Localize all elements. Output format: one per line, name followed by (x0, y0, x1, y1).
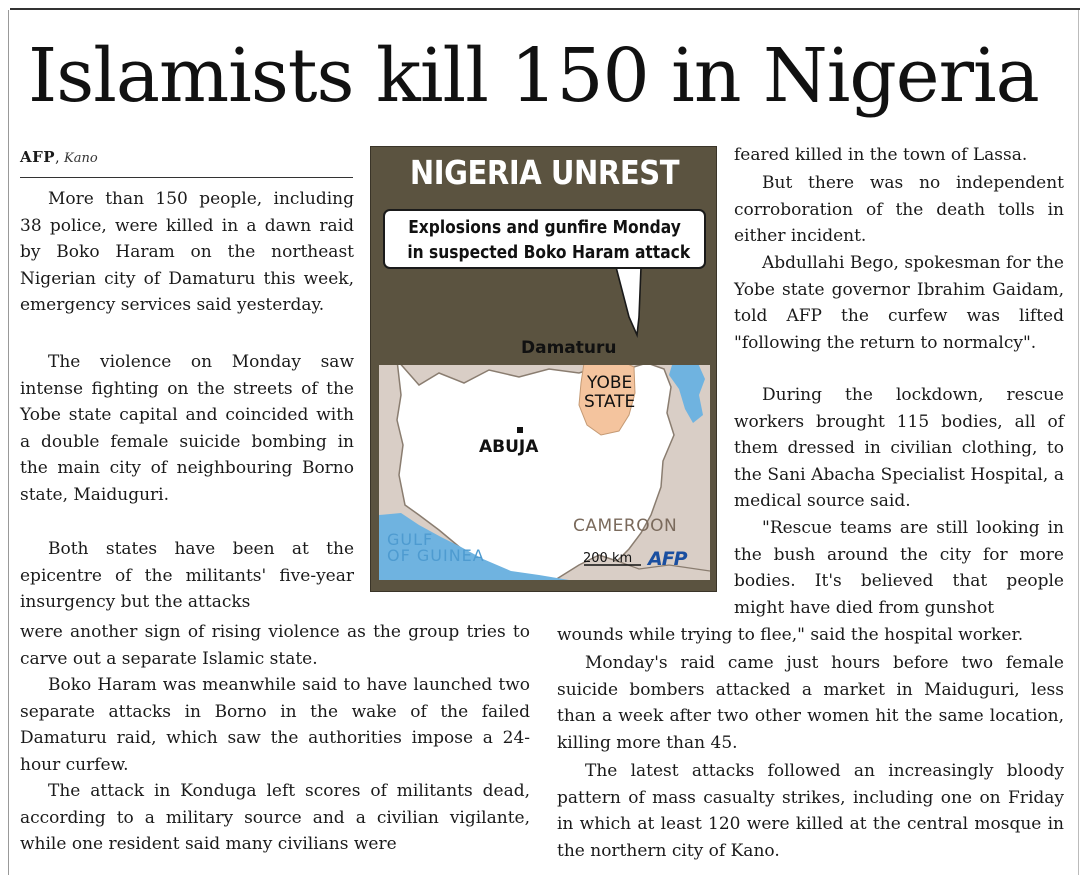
byline-rule (20, 177, 353, 178)
article-paragraph-5: The attack in Konduga left scores of militants dead, according to a military source and a civilian vigilante, while one resident said many civilians were (20, 781, 530, 854)
article-paragraph-4: Boko Haram was meanwhile said to have launched two separate attacks in Borno in the wake of the failed Damaturu raid, which saw the authorities impose a 24-hour curfew. (20, 675, 530, 775)
article-paragraph-c2-6: The latest attacks followed an increasingly bloody pattern of mass casualty strikes, including one on Friday in which at least 120 were killed at the central mosque in the northern city of Kano. (557, 761, 1064, 861)
label-gulf-line2: OF GUINEA (387, 546, 485, 565)
right-rule (1078, 10, 1079, 875)
label-gulf-of-guinea (387, 532, 485, 564)
article-paragraph-c2-4b: wounds while trying to flee," said the hospital worker. (557, 625, 1024, 645)
label-yobe-state (584, 374, 635, 412)
label-abuja: ABUJA (479, 437, 539, 457)
article-paragraph-c2-5: Monday's raid came just hours before two female suicide bombers attacked a market in Maiduguri, less than a week after two other women hit the same location, killing more than 45. (557, 653, 1064, 753)
article-paragraph-3b: were another sign of rising violence as the group tries to carve out a separate Islamic state. (20, 622, 530, 669)
label-scale: 200 km (583, 551, 633, 566)
top-rule (10, 8, 1080, 10)
article-paragraph-c2-4a: "Rescue teams are still looking in the bush around the city for more bodies. It's believed that people might have died from gunshot (734, 518, 1064, 618)
callout-line-2: in suspected Boko Haram attack (407, 242, 691, 263)
article-paragraph-1: More than 150 people, including 38 police, were killed in a dawn raid by Boko Haram on the northeast Nigerian city of Damaturu this week, emergency services said yesterday. (20, 189, 354, 315)
map-graphic (370, 146, 717, 592)
label-yobe-line2: STATE (584, 392, 636, 412)
graphic-title: NIGERIA UNREST (409, 153, 680, 192)
byline: AFP, Kano (20, 148, 98, 166)
byline-agency: AFP (20, 148, 56, 166)
article-paragraph-c2-2: Abdullahi Bego, spokesman for the Yobe state governor Ibrahim Gaidam, told AFP the curfew was lifted "following the return to normalcy". (734, 253, 1064, 353)
byline-place: Kano (63, 151, 98, 166)
article-paragraph-c2-3: During the lockdown, rescue workers brought 115 bodies, all of them dressed in civilian clothing, to the Sani Abacha Specialist Hospital, a medical source said. (734, 385, 1064, 511)
article-paragraph-2: The violence on Monday saw intense fighting on the streets of the Yobe state capital and coincided with a double female suicide bombing in the main city of neighbouring Borno state, Maiduguri. (20, 352, 354, 505)
headline: Islamists kill 150 in Nigeria (28, 33, 1039, 119)
label-yobe-line1: YOBE (587, 373, 633, 393)
article-paragraph-c2-0: feared killed in the town of Lassa. (734, 145, 1028, 165)
label-damaturu: Damaturu (521, 338, 617, 358)
label-cameroon: CAMEROON (573, 516, 678, 536)
label-gulf-line1: GULF (387, 530, 434, 549)
left-rule (8, 10, 9, 875)
article-paragraph-3a: Both states have been at the epicentre of the militants' five-year insurgency but the attacks (20, 539, 354, 612)
callout-box (383, 209, 706, 269)
article-paragraph-c2-1: But there was no independent corroboration of the death tolls in either incident. (734, 173, 1064, 246)
afp-logo: AFP (648, 548, 687, 570)
callout-line-1: Explosions and gunfire Monday (408, 217, 681, 238)
